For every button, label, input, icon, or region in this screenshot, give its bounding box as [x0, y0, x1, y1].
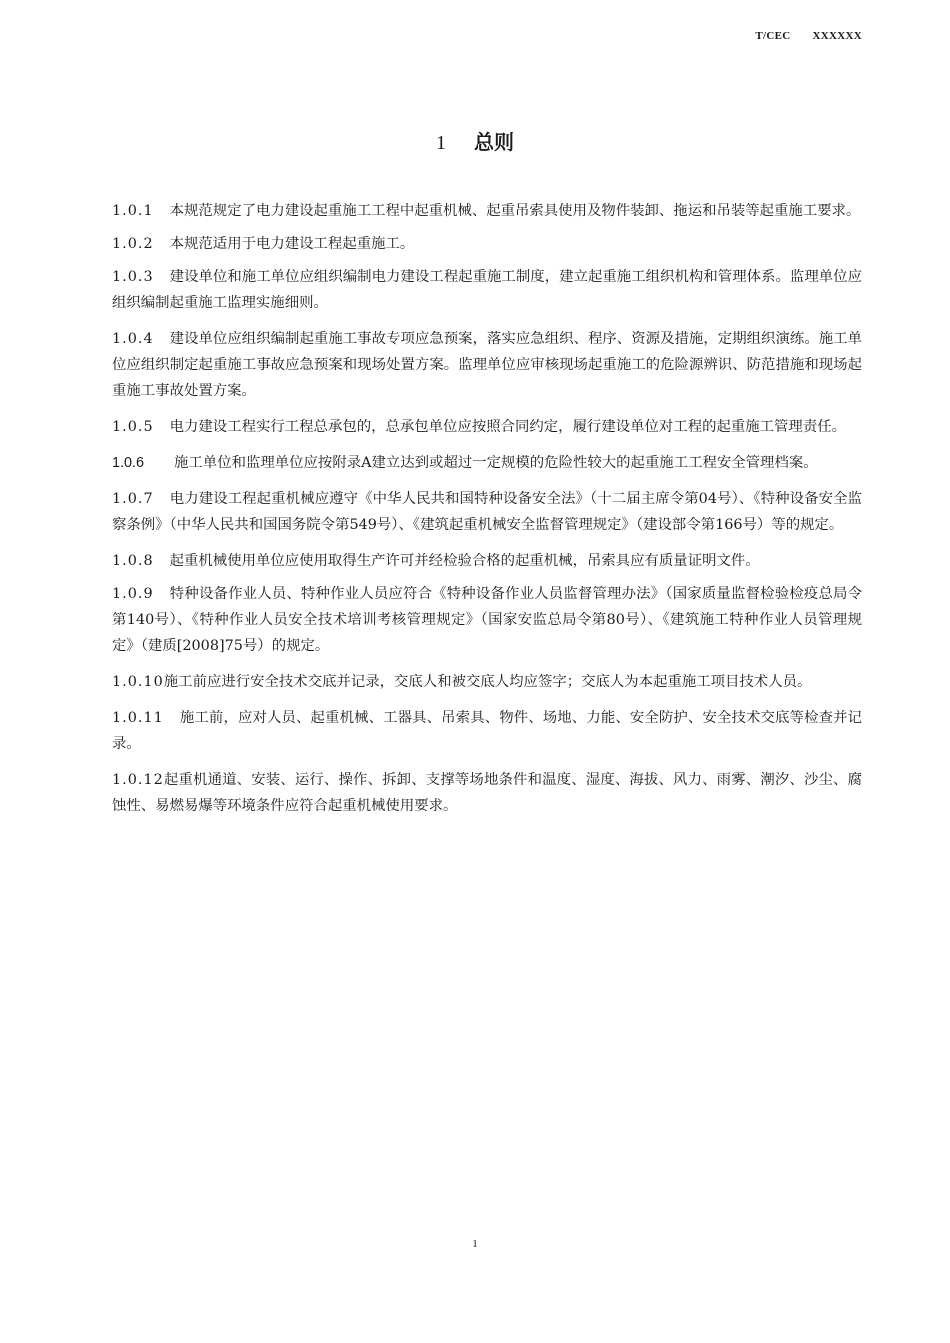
clause-text: 特种设备作业人员、特种作业人员应符合《特种设备作业人员监督管理办法》（国家质量监督检验检疫总局令第140号）、《特种作业人员安全技术培训考核管理规定》（国家安监总局令第80号）、《建筑施工特种作业人员管理规定》（建质[2008]75号）的规定。 — [112, 586, 862, 654]
clause-number: 1.0.11 — [112, 710, 164, 726]
clause-text: 建设单位应组织编制起重施工事故专项应急预案，落实应急组织、程序、资源及措施，定期组织演练。施工单位应组织制定起重施工事故应急预案和现场处置方案。监理单位应审核现场起重施工的危险源辨识、防范措施和现场起重施工事故处置方案。 — [112, 331, 862, 399]
page-header — [755, 30, 862, 42]
clause-text: 起重机通道、安装、运行、操作、拆卸、支撑等场地条件和温度、湿度、海拔、风力、雨雾、潮汐、沙尘、腐蚀性、易燃易爆等环境条件应符合起重机械使用要求。 — [112, 772, 862, 814]
clause-text: 建设单位和施工单位应组织编制电力建设工程起重施工制度，建立起重施工组织机构和管理体系。监理单位应组织编制起重施工监理实施细则。 — [112, 269, 862, 311]
clause-number: 1.0.10 — [112, 674, 164, 690]
clause-number: 1.0.4 — [112, 331, 154, 347]
clause-text: 起重机械使用单位应使用取得生产许可并经检验合格的起重机械，吊索具应有质量证明文件。 — [169, 553, 760, 569]
clause-text: 施工前应进行安全技术交底并记录，交底人和被交底人均应签字；交底人为本起重施工项目技术人员。 — [163, 674, 812, 690]
clause-text: 电力建设工程实行工程总承包的，总承包单位应按照合同约定，履行建设单位对工程的起重施工管理责任。 — [169, 419, 846, 435]
clause-text: 施工单位和监理单位应按附录A建立达到或超过一定规模的危险性较大的起重施工工程安全管理档案。 — [174, 455, 818, 471]
chapter-title — [0, 126, 950, 155]
clause-1-0-6 — [112, 450, 862, 476]
clause-1-0-12 — [112, 767, 862, 819]
clause-1-0-4 — [112, 326, 862, 404]
standard-code: XXXXXX — [812, 30, 862, 42]
clause-1-0-8 — [112, 548, 862, 574]
clause-number: 1.0.3 — [112, 269, 154, 285]
clause-number: 1.0.9 — [112, 586, 154, 602]
standard-org: T/CEC — [755, 30, 791, 42]
clause-number: 1.0.1 — [112, 203, 154, 219]
clause-1-0-9 — [112, 581, 862, 659]
clause-number: 1.0.2 — [112, 236, 154, 252]
chapter-heading: 总则 — [474, 130, 514, 154]
clause-text: 本规范适用于电力建设工程起重施工。 — [169, 236, 415, 252]
clause-number: 1.0.5 — [112, 419, 154, 435]
clause-text: 电力建设工程起重机械应遵守《中华人民共和国特种设备安全法》（十二届主席令第04号）、《特种设备安全监察条例》（中华人民共和国国务院令第549号）、《建筑起重机械安全监督管理规定》（建设部令第166号）等的规定。 — [112, 491, 862, 533]
chapter-number: 1 — [436, 132, 446, 154]
clause-number: 1.0.7 — [112, 491, 154, 507]
clause-list — [112, 198, 862, 829]
clause-text: 本规范规定了电力建设起重施工工程中起重机械、起重吊索具使用及物件装卸、拖运和吊装等起重施工要求。 — [169, 203, 861, 219]
clause-1-0-10 — [112, 669, 862, 695]
clause-number: 1.0.12 — [112, 772, 164, 788]
clause-number: 1.0.6 — [112, 455, 145, 471]
clause-1-0-2 — [112, 231, 862, 257]
clause-text: 施工前，应对人员、起重机械、工器具、吊索具、物件、场地、力能、安全防护、安全技术交底等检查并记录。 — [112, 710, 862, 752]
clause-1-0-5 — [112, 414, 862, 440]
clause-1-0-11 — [112, 705, 862, 757]
clause-1-0-1 — [112, 198, 862, 224]
clause-1-0-3 — [112, 264, 862, 316]
clause-number: 1.0.8 — [112, 553, 154, 569]
page-number: 1 — [472, 1238, 478, 1250]
clause-1-0-7 — [112, 486, 862, 538]
